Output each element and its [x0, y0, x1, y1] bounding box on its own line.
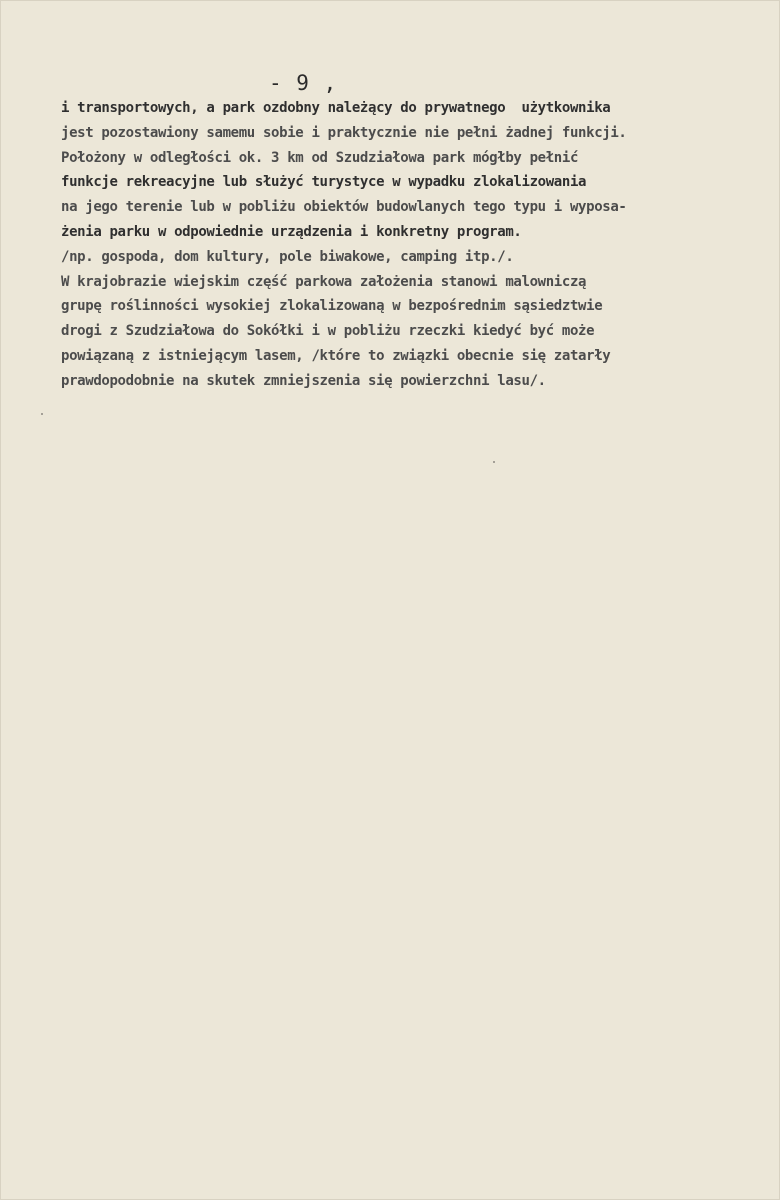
text-line: W krajobrazie wiejskim część parkowa założenia stanowi malowniczą [61, 273, 587, 290]
text-line: grupę roślinności wysokiej zlokalizowaną w bezpośrednim sąsiedztwie [61, 298, 603, 315]
text-line: na jego terenie lub w pobliżu obiektów budowlanych tego typu i wyposa- [61, 199, 627, 216]
text-line: drogi z Szudziałowa do Sokółki i w pobliżu rzeczki kiedyć być może [61, 323, 595, 340]
text-line: i transportowych, a park ozdobny należący do prywatnego użytkownika [61, 100, 611, 116]
page-number: - 9 , [269, 71, 338, 95]
text-line: /np. gospoda, dom kultury, pole biwakowe, camping itp./. [61, 248, 514, 265]
text-line: żenia parku w odpowiednie urządzenia i konkretny program. [61, 223, 522, 240]
text-line: funkcje rekreacyjne lub służyć turystyce w wypadku zlokalizowania [61, 174, 587, 191]
text-line: prawdopodobnie na skutek zmniejszenia się powierzchni lasu/. [61, 372, 546, 389]
margin-mark [41, 413, 43, 415]
margin-mark [493, 461, 495, 463]
body-text [61, 96, 776, 394]
text-line: Położony w odległości ok. 3 km od Szudziałowa park mógłby pełnić [61, 149, 579, 166]
text-line: jest pozostawiony samemu sobie i praktycznie nie pełni żadnej funkcji. [61, 124, 627, 141]
text-line: powiązaną z istniejącym lasem, /które to związki obecnie się zatarły [61, 347, 611, 364]
